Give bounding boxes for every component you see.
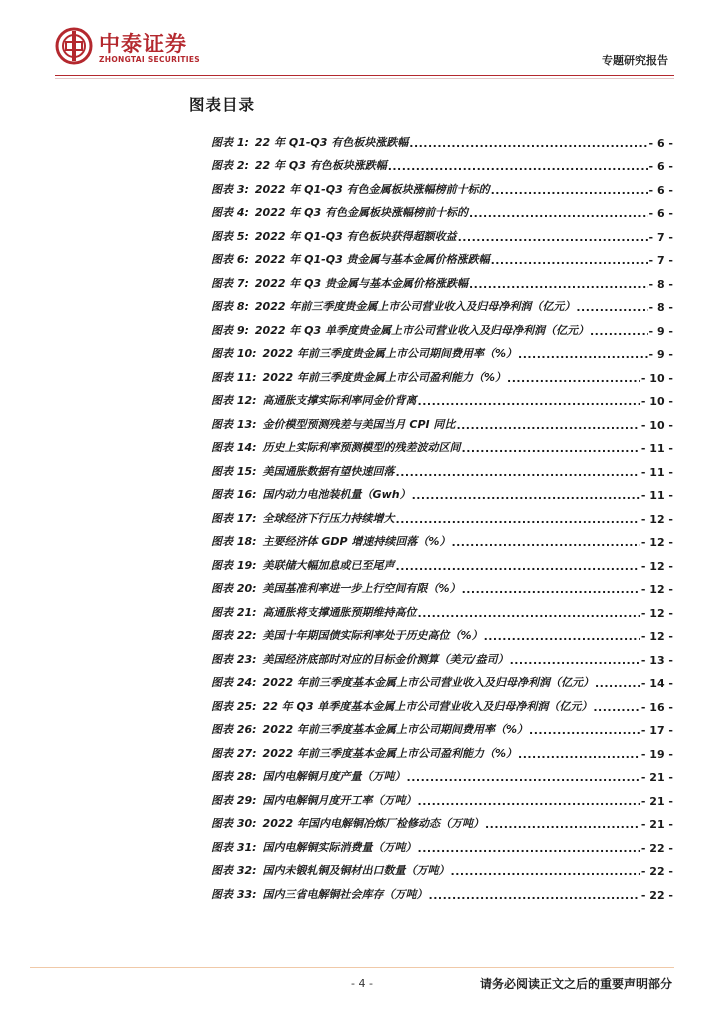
toc-entry-label: 图表 24: xyxy=(211,676,257,689)
toc-entry-label: 图表 7: xyxy=(211,276,249,290)
toc-entry-label: 图表 28: xyxy=(211,770,257,783)
toc-entry[interactable] xyxy=(211,220,673,244)
toc-entry[interactable] xyxy=(211,573,673,597)
toc-entry-label: 图表 12: xyxy=(211,394,257,407)
toc-entry-page: - 12 - xyxy=(640,536,673,549)
toc-entry-page: - 19 - xyxy=(640,747,673,761)
toc-entry-page: - 10 - xyxy=(640,418,673,432)
toc-entry-label: 图表 30: xyxy=(211,817,257,830)
toc-entry-page: - 6 - xyxy=(648,183,673,197)
toc-entry-title: 高通胀将支撑通胀预期维持高位 xyxy=(262,605,417,619)
toc-entry-page: - 21 - xyxy=(640,771,673,784)
toc-entry[interactable] xyxy=(211,197,673,221)
disclaimer-text: 请务必阅读正文之后的重要声明部分 xyxy=(479,977,672,991)
toc-entry-page: - 11 - xyxy=(640,465,673,479)
toc-entry[interactable] xyxy=(211,361,673,385)
toc-entry-label: 图表 8: xyxy=(211,300,249,313)
toc-entry[interactable] xyxy=(211,126,673,150)
toc-entry-label: 图表 15: xyxy=(211,464,257,478)
toc-entry-title: 2022 年 Q1-Q3 有色板块获得超额收益 xyxy=(254,229,457,243)
toc-entry-label: 图表 31: xyxy=(211,840,257,854)
toc-leader-dots xyxy=(458,231,648,244)
toc-entry[interactable] xyxy=(211,643,673,667)
toc-entry-title: 国内电解铜月度开工率（万吨） xyxy=(262,793,417,807)
toc-leader-dots xyxy=(491,184,648,197)
toc-entry-label: 图表 33: xyxy=(211,887,257,901)
toc-entry[interactable] xyxy=(211,737,673,761)
toc-entry-title: 2022 年前三季度贵金属上市公司期间费用率（%） xyxy=(262,347,518,360)
toc-entry-page: - 12 - xyxy=(640,559,673,573)
toc-entry-title: 2022 年 Q3 有色金属板块涨幅榜前十标的 xyxy=(254,206,468,219)
toc-entry[interactable] xyxy=(211,479,673,503)
toc-leader-dots xyxy=(518,348,648,361)
toc-leader-dots xyxy=(462,442,640,455)
toc-leader-dots xyxy=(418,795,640,808)
toc-leader-dots xyxy=(469,207,648,220)
toc-entry[interactable] xyxy=(211,314,673,338)
toc-entry-page: - 22 - xyxy=(640,888,673,902)
toc-entry-label: 图表 14: xyxy=(211,441,257,454)
toc-entry[interactable] xyxy=(211,667,673,691)
toc-entry-page: - 12 - xyxy=(640,583,673,596)
toc-entry-label: 图表 18: xyxy=(211,535,257,548)
toc-entry[interactable] xyxy=(211,620,673,644)
toc-entry-page: - 14 - xyxy=(640,677,673,690)
toc-entry[interactable] xyxy=(211,526,673,550)
toc-entry-title: 美国经济底部时对应的目标金价测算（美元/盎司） xyxy=(262,652,509,666)
toc-entry-page: - 6 - xyxy=(648,207,673,220)
toc-entry-label: 图表 5: xyxy=(211,229,249,243)
toc-entry[interactable] xyxy=(211,150,673,174)
toc-entry-label: 图表 23: xyxy=(211,652,257,666)
toc-leader-dots xyxy=(429,889,640,902)
toc-entry-label: 图表 32: xyxy=(211,864,257,877)
toc-leader-dots xyxy=(529,724,640,737)
toc-entry-title: 金价模型预测残差与美国当月 CPI 同比 xyxy=(262,417,456,431)
toc-leader-dots xyxy=(412,489,640,502)
toc-entry-label: 图表 16: xyxy=(211,488,257,501)
toc-entry-title: 美国通胀数据有望快速回落 xyxy=(262,464,395,478)
toc-leader-dots xyxy=(396,466,640,479)
toc-entry-page: - 13 - xyxy=(640,653,673,667)
toc-entry-page: - 11 - xyxy=(640,442,673,455)
toc-leader-dots xyxy=(388,160,648,173)
toc-leader-dots xyxy=(507,372,640,385)
toc-entry[interactable] xyxy=(211,267,673,291)
toc-entry-label: 图表 20: xyxy=(211,582,257,595)
toc-leader-dots xyxy=(418,607,640,620)
toc-entry-page: - 17 - xyxy=(640,724,673,737)
toc-entry[interactable] xyxy=(211,291,673,315)
toc-entry-title: 2022 年 Q3 贵金属与基本金属价格涨跌幅 xyxy=(254,276,468,290)
toc-leader-dots xyxy=(469,278,648,291)
toc-entry[interactable] xyxy=(211,831,673,855)
logo-chinese-name: 中泰证券 xyxy=(99,32,187,56)
toc-entry-label: 图表 10: xyxy=(211,347,257,360)
toc-entry-page: - 7 - xyxy=(648,230,673,244)
toc-entry[interactable] xyxy=(211,690,673,714)
toc-entry-label: 图表 4: xyxy=(211,206,249,219)
table-of-figures xyxy=(211,126,673,902)
toc-entry[interactable] xyxy=(211,761,673,785)
toc-entry[interactable] xyxy=(211,173,673,197)
toc-entry[interactable] xyxy=(211,784,673,808)
toc-entry-title: 美国基准利率进一步上行空间有限（%） xyxy=(262,582,461,595)
zhongtai-logo-icon xyxy=(55,27,93,65)
toc-entry-label: 图表 19: xyxy=(211,558,257,572)
toc-entry-page: - 7 - xyxy=(648,254,673,267)
toc-entry-label: 图表 21: xyxy=(211,605,257,619)
toc-leader-dots xyxy=(407,771,640,784)
toc-leader-dots xyxy=(396,513,640,526)
toc-leader-dots xyxy=(510,654,640,667)
toc-leader-dots xyxy=(485,818,640,831)
toc-leader-dots xyxy=(451,536,639,549)
toc-entry-title: 2022 年前三季度贵金属上市公司营业收入及归母净利润（亿元） xyxy=(254,300,576,313)
toc-entry-page: - 10 - xyxy=(640,395,673,408)
toc-entry-title: 国内电解铜实际消费量（万吨） xyxy=(262,840,417,854)
toc-entry-page: - 9 - xyxy=(648,324,673,338)
toc-entry[interactable] xyxy=(211,855,673,879)
toc-entry-title: 国内三省电解铜社会库存（万吨） xyxy=(262,887,428,901)
toc-leader-dots xyxy=(418,842,640,855)
toc-entry[interactable] xyxy=(211,385,673,409)
toc-leader-dots xyxy=(595,677,640,690)
toc-entry-page: - 11 - xyxy=(640,489,673,502)
toc-entry-label: 图表 13: xyxy=(211,417,257,431)
toc-entry-label: 图表 2: xyxy=(211,159,249,172)
toc-entry-title: 国内动力电池装机量（Gwh） xyxy=(262,488,411,501)
toc-entry-title: 22 年 Q1-Q3 有色板块涨跌幅 xyxy=(254,135,409,149)
toc-entry[interactable] xyxy=(211,244,673,268)
toc-entry[interactable] xyxy=(211,549,673,573)
page-number: - 4 - xyxy=(351,977,373,990)
toc-entry-title: 全球经济下行压力持续增大 xyxy=(262,511,395,525)
toc-entry-label: 图表 11: xyxy=(211,370,257,384)
toc-entry-title: 2022 年前三季度基本金属上市公司期间费用率（%） xyxy=(262,723,529,736)
toc-entry-label: 图表 6: xyxy=(211,253,249,266)
toc-entry-title: 历史上实际利率预测模型的残差波动区间 xyxy=(262,441,461,454)
toc-leader-dots xyxy=(409,137,647,150)
footer-divider xyxy=(30,967,674,968)
toc-entry-page: - 16 - xyxy=(640,700,673,714)
company-logo xyxy=(55,27,255,71)
toc-entry-title: 2022 年前三季度贵金属上市公司盈利能力（%） xyxy=(262,370,507,384)
toc-entry[interactable] xyxy=(211,432,673,456)
toc-entry-label: 图表 29: xyxy=(211,793,257,807)
toc-entry-page: - 21 - xyxy=(640,794,673,808)
toc-leader-dots xyxy=(491,254,648,267)
toc-leader-dots xyxy=(576,301,647,314)
toc-entry-page: - 8 - xyxy=(648,301,673,314)
toc-entry-title: 国内未锻轧铜及铜材出口数量（万吨） xyxy=(262,864,450,877)
toc-entry[interactable] xyxy=(211,455,673,479)
toc-entry-title: 高通胀支撑实际利率同金价背离 xyxy=(262,394,417,407)
toc-entry[interactable] xyxy=(211,596,673,620)
toc-leader-dots xyxy=(462,583,640,596)
toc-entry-label: 图表 26: xyxy=(211,723,257,736)
toc-heading: 图表目录 xyxy=(189,96,256,114)
toc-entry-title: 主要经济体 GDP 增速持续回落（%） xyxy=(262,535,451,548)
toc-leader-dots xyxy=(451,865,640,878)
toc-entry-title: 2022 年 Q1-Q3 贵金属与基本金属价格涨跌幅 xyxy=(254,253,490,266)
toc-entry-label: 图表 25: xyxy=(211,699,257,713)
toc-entry[interactable] xyxy=(211,408,673,432)
toc-leader-dots xyxy=(396,560,640,573)
toc-leader-dots xyxy=(590,325,648,338)
toc-leader-dots xyxy=(484,630,640,643)
toc-entry-title: 2022 年前三季度基本金属上市公司营业收入及归母净利润（亿元） xyxy=(262,676,594,689)
logo-english-name: ZHONGTAI SECURITIES xyxy=(99,55,200,64)
toc-entry-title: 22 年 Q3 单季度基本金属上市公司营业收入及归母净利润（亿元） xyxy=(262,699,593,713)
toc-entry-title: 美国十年期国债实际利率处于历史高位（%） xyxy=(262,629,483,642)
toc-entry-label: 图表 3: xyxy=(211,182,249,196)
toc-entry-page: - 6 - xyxy=(648,136,673,150)
toc-entry-page: - 10 - xyxy=(640,371,673,385)
toc-entry-page: - 22 - xyxy=(640,865,673,878)
toc-entry-title: 国内电解铜月度产量（万吨） xyxy=(262,770,406,783)
report-type: 专题研究报告 xyxy=(602,54,668,67)
toc-entry-page: - 21 - xyxy=(640,818,673,831)
header-divider xyxy=(55,75,674,76)
toc-entry-title: 美联储大幅加息或已至尾声 xyxy=(262,558,395,572)
toc-entry-page: - 8 - xyxy=(648,277,673,291)
toc-entry-title: 2022 年 Q3 单季度贵金属上市公司营业收入及归母净利润（亿元） xyxy=(254,323,589,337)
toc-entry-page: - 12 - xyxy=(640,606,673,620)
page-header xyxy=(0,0,724,80)
toc-entry-title: 2022 年国内电解铜冶炼厂检修动态（万吨） xyxy=(262,817,484,830)
toc-entry-label: 图表 1: xyxy=(211,135,249,149)
toc-entry-label: 图表 22: xyxy=(211,629,257,642)
toc-entry-title: 22 年 Q3 有色板块涨跌幅 xyxy=(254,159,387,172)
toc-entry-label: 图表 27: xyxy=(211,746,257,760)
toc-leader-dots xyxy=(518,748,640,761)
toc-entry-title: 2022 年 Q1-Q3 有色金属板块涨幅榜前十标的 xyxy=(254,182,490,196)
toc-entry-page: - 12 - xyxy=(640,630,673,643)
toc-entry-page: - 22 - xyxy=(640,841,673,855)
toc-entry-page: - 6 - xyxy=(648,160,673,173)
toc-entry-label: 图表 9: xyxy=(211,323,249,337)
header-divider-secondary xyxy=(55,78,674,79)
toc-entry[interactable] xyxy=(211,808,673,832)
toc-entry[interactable] xyxy=(211,878,673,902)
toc-entry[interactable] xyxy=(211,714,673,738)
toc-entry-label: 图表 17: xyxy=(211,511,257,525)
toc-entry-title: 2022 年前三季度基本金属上市公司盈利能力（%） xyxy=(262,746,518,760)
toc-leader-dots xyxy=(418,395,640,408)
toc-entry-page: - 9 - xyxy=(648,348,673,361)
toc-leader-dots xyxy=(593,701,640,714)
toc-leader-dots xyxy=(456,419,639,432)
toc-entry-page: - 12 - xyxy=(640,512,673,526)
toc-entry[interactable] xyxy=(211,338,673,362)
toc-entry[interactable] xyxy=(211,502,673,526)
